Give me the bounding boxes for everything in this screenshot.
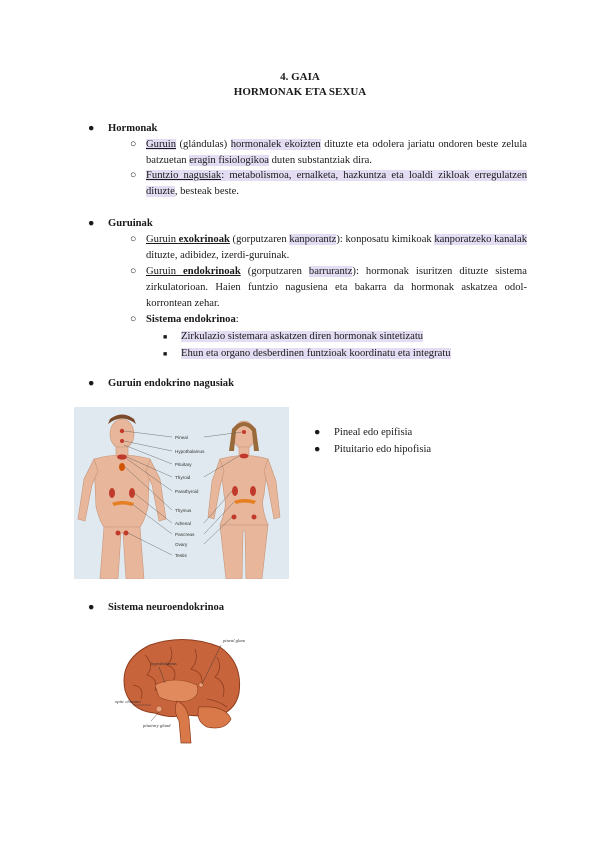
- label-thymus: Thymus: [175, 508, 192, 513]
- guruin-endokrinoak: ○ Guruin endokrinoak (gorputzaren barrurantz): hormonak isuritzen dituzte sistema zirkulatorioan. Haien funtzio nagusiena eta bakarra da hormonak askatzea odol-korrontean zehar.: [130, 266, 527, 309]
- square-bullet-icon: ■: [163, 333, 168, 341]
- bullet-icon: ●: [314, 444, 321, 455]
- section-heading-guruinak: ● Guruinak: [88, 216, 153, 232]
- chapter-number: 4. GAIA: [280, 71, 320, 83]
- label-testis: Testis: [175, 553, 187, 558]
- gland-labels: [175, 435, 205, 558]
- circle-bullet-icon: ○: [130, 266, 137, 277]
- label-pituitary-gland: pituitary gland: [143, 723, 171, 728]
- hormonak-definition: ○ Guruin (glándulas) hormonalek ekoizten dituzte eta odolera jariatu ondoren beste zelula batzuetan eragin fisiologikoa duten substantziak dira.: [130, 139, 527, 166]
- sistema-endokrinoa: ○ Sistema endokrinoa:: [130, 312, 527, 328]
- label-pineal: Pineal: [175, 435, 188, 440]
- hormonak-functions: ○ Funtzio nagusiak: metabolismoa, ernalketa, hazkuntza eta loaldi zikloak erregulatzen dituzte, besteak beste.: [130, 170, 527, 197]
- label-pituitary: Pituitary: [175, 462, 192, 467]
- circle-bullet-icon: ○: [130, 170, 137, 181]
- label-adrenal: Adrenal: [175, 521, 191, 526]
- inner-brain: [155, 680, 198, 702]
- list-item: ● Pineal edo epifisia: [314, 425, 431, 442]
- label-pineal-gland: pineal gland: [223, 638, 245, 643]
- label-optic-chiasma: optic chiasma: [115, 699, 141, 704]
- bullet-icon: ●: [314, 427, 321, 438]
- label-ovary: Ovary: [175, 542, 188, 547]
- bullet-icon: ●: [88, 602, 95, 613]
- circle-bullet-icon: ○: [130, 314, 137, 325]
- section-heading-nagusiak: ● Guruin endokrino nagusiak: [88, 376, 234, 392]
- circle-bullet-icon: ○: [130, 234, 137, 245]
- bullet-icon: ●: [88, 378, 95, 389]
- label-parathyroid: Parathyroid: [175, 489, 199, 494]
- sistema-endokrinoa-item-1: ■ Zirkulazio sistemara askatzen diren hormonak sintetizatu: [163, 329, 533, 345]
- square-bullet-icon: ■: [163, 350, 168, 358]
- pineal-gland: [199, 683, 203, 687]
- bullet-icon: ●: [88, 218, 95, 229]
- label-hypothalamus: Hypothalamus: [175, 449, 205, 454]
- circle-bullet-icon: ○: [130, 139, 137, 150]
- endocrine-glands-figure: [74, 407, 289, 579]
- main-glands-list: [314, 425, 431, 459]
- label-pancreas: Pancreas: [175, 532, 195, 537]
- section-heading-hormonak: ● Hormonak: [88, 121, 157, 137]
- chapter-title: HORMONAK ETA SEXUA: [233, 86, 367, 98]
- pituitary-gland: [156, 706, 162, 712]
- label-hypothalamus: hypothalamus: [151, 661, 177, 666]
- brain-figure: [115, 635, 245, 745]
- guruin-exokrinoak: ○ Guruin exokrinoak (gorputzaren kanporantz): konposatu kimikoak kanporatzeko kanalak dituzte, adibidez, izerdi-guruinak.: [130, 234, 528, 261]
- section-heading-neuro: ● Sistema neuroendokrinoa: [88, 600, 224, 616]
- document-title: [0, 70, 600, 100]
- bullet-icon: ●: [88, 123, 95, 134]
- sistema-endokrinoa-item-2: ■ Ehun eta organo desberdinen funtzioak koordinatu eta integratu: [163, 346, 533, 362]
- label-thyroid: Thyroid: [175, 475, 191, 480]
- list-item: ● Pituitario edo hipofisia: [314, 442, 431, 459]
